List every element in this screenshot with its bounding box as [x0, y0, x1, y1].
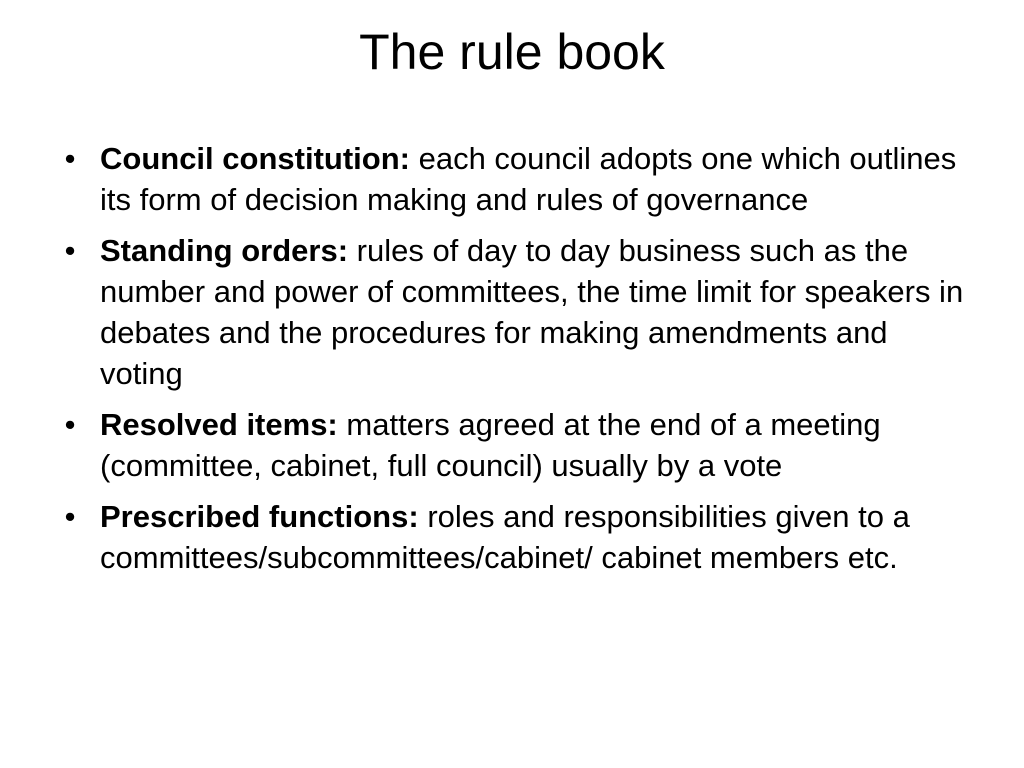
- bullet-text: roles and responsibilities given to a committees/subcommittees/cabinet/ cabinet members etc.: [100, 499, 910, 575]
- bullet-item-council-constitution: [64, 138, 970, 220]
- bullet-item-standing-orders: [64, 230, 970, 394]
- bullet-term: Standing orders:: [100, 233, 349, 268]
- bullet-term: Resolved items:: [100, 407, 338, 442]
- bullet-term: Council constitution:: [100, 141, 410, 176]
- bullet-icon: •: [64, 141, 76, 176]
- bullet-text: each council adopts one which outlines its form of decision making and rules of governance: [100, 141, 957, 217]
- bullet-icon: •: [64, 407, 76, 442]
- bullet-item-resolved-items: [64, 404, 970, 486]
- bullet-icon: •: [64, 233, 76, 268]
- bullet-list: [64, 138, 970, 588]
- slide-title: The rule book: [359, 24, 665, 80]
- bullet-text: matters agreed at the end of a meeting (committee, cabinet, full council) usually by a vote: [100, 407, 881, 483]
- bullet-icon: •: [64, 499, 76, 534]
- bullet-item-prescribed-functions: [64, 496, 970, 578]
- bullet-term: Prescribed functions:: [100, 499, 419, 534]
- bullet-text: rules of day to day business such as the number and power of committees, the time limit for speakers in debates and the procedures for making amendments and voting: [100, 233, 964, 391]
